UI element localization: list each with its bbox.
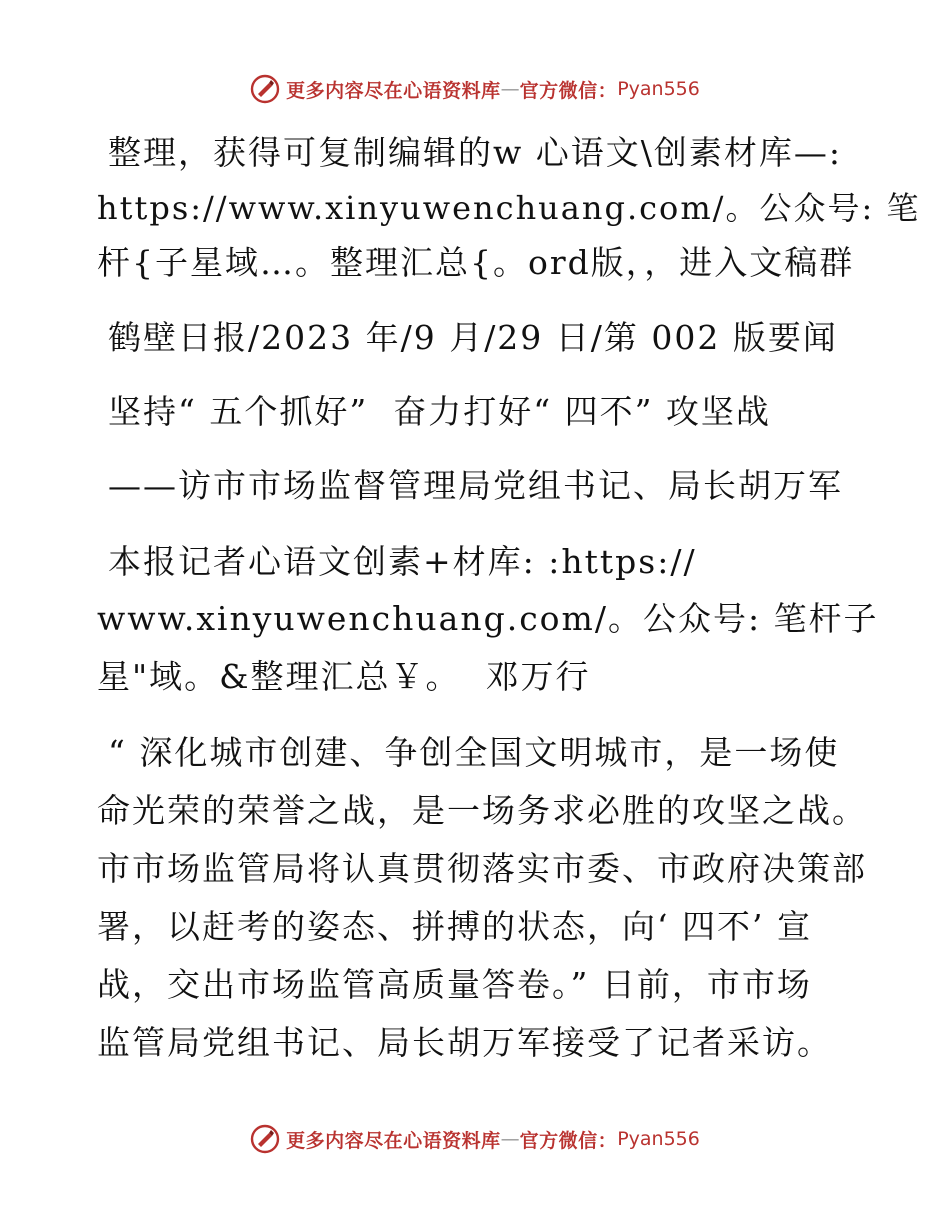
- footer-banner: [0, 1124, 950, 1154]
- intro-line: 杆{子星域…。整理汇总{。ord版，，进入文稿群: [97, 243, 855, 282]
- body-line: “ 深化城市创建、争创全国文明城市，是一场使: [108, 733, 840, 772]
- banner-promo-text: 更多内容尽在心语资料库: [286, 1129, 501, 1152]
- headline: 坚持“ 五个抓好” 奋力打好“ 四不” 攻坚战: [108, 392, 771, 431]
- subheadline: ——访市市场监督管理局党组书记、局长胡万军: [108, 466, 843, 505]
- banner-dash: —: [500, 1128, 520, 1150]
- brand-logo-icon: [250, 74, 280, 104]
- intro-line: 整理，获得可复制编辑的w 心语文\创素材库—:: [108, 133, 842, 172]
- body-line: 战，交出市场监管高质量答卷。” 日前，市市场: [97, 965, 812, 1004]
- source-line: 鹤壁日报/2023 年/9 月/29 日/第 002 版要闻: [108, 318, 838, 357]
- body-line: 署，以赶考的姿态、拼搏的状态，向‘ 四不’ 宣: [97, 907, 812, 946]
- body-line: 命光荣的荣誉之战，是一场务求必胜的攻坚之战。: [97, 791, 867, 830]
- banner-wechat-label: 官方微信：: [519, 79, 618, 102]
- banner-dash: —: [500, 78, 520, 100]
- body-line: 市市场监管局将认真贯彻落实市委、市政府决策部: [97, 849, 867, 888]
- banner-wechat-label: 官方微信：: [519, 1129, 618, 1152]
- banner-wechat-id: Pyan556: [617, 1128, 700, 1150]
- banner-wechat-id: Pyan556: [617, 78, 700, 100]
- brand-logo-icon: [250, 1124, 280, 1154]
- body-line: 监管局党组书记、局长胡万军接受了记者采访。: [97, 1023, 832, 1062]
- header-banner: [0, 74, 950, 104]
- banner-promo-text: 更多内容尽在心语资料库: [286, 79, 501, 102]
- byline-line: www.xinyuwenchuang.com/。公众号: 笔杆子: [97, 599, 879, 638]
- byline-line: 本报记者心语文创素+材库: :https://: [108, 542, 697, 581]
- byline-line: 星"域。&整理汇总￥。 邓万行: [97, 657, 591, 696]
- intro-line: https://www.xinyuwenchuang.com/。公众号: 笔: [97, 189, 921, 227]
